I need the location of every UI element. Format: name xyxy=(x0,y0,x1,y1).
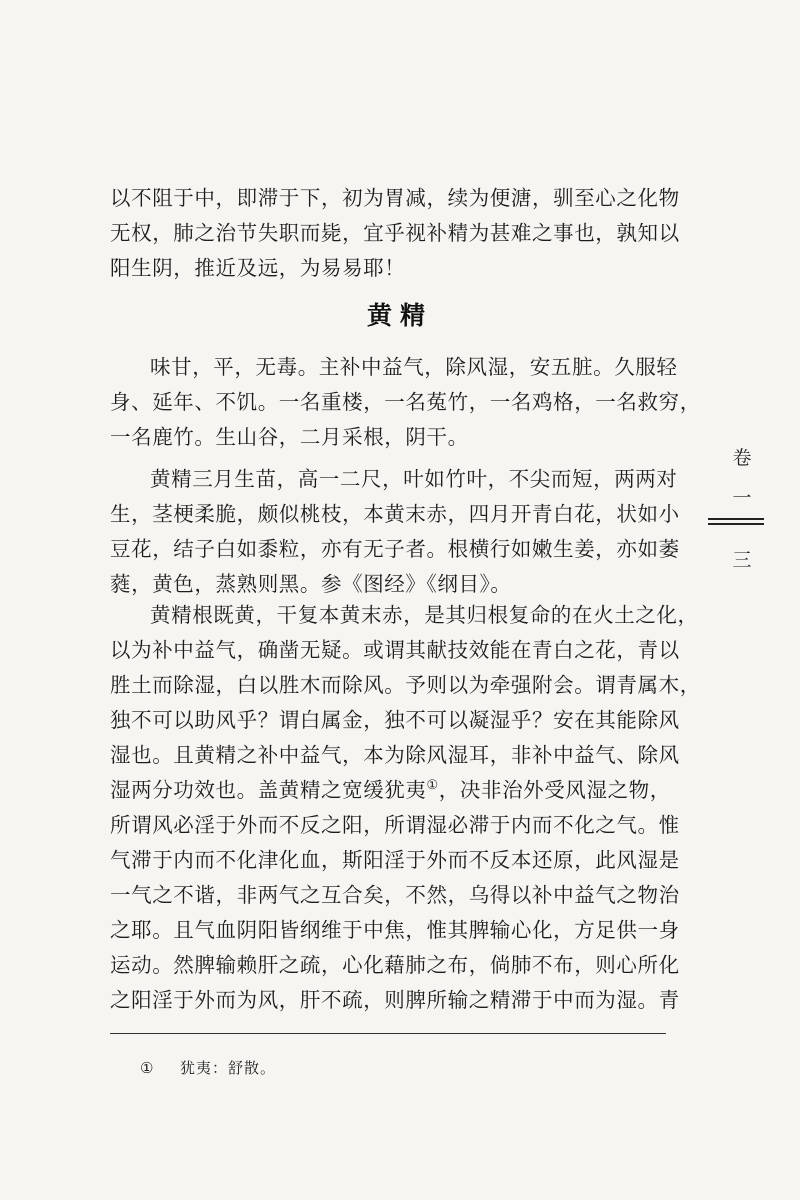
paragraph-2 xyxy=(110,462,680,602)
paragraph-3 xyxy=(110,598,701,1018)
intro-text xyxy=(110,181,680,286)
text-segment: 湿两分功效也。盖黄精之宽缓犹夷 xyxy=(110,778,427,802)
text-line: 阳生阴，推近及远，为易易耶！ xyxy=(110,256,406,280)
text-line: 气滞于内而不化津化血，斯阳淫于外而不反本还原，此风湿是 xyxy=(110,848,680,872)
paragraph-1 xyxy=(110,350,701,455)
text-line: 所谓风必淫于外而不反之阳，所谓湿必滞于内而不化之气。惟 xyxy=(110,813,680,837)
text-line: 豆花，结子白如黍粒，亦有无子者。根横行如嫩生姜，亦如萎 xyxy=(110,537,680,561)
volume-number: 一 xyxy=(732,487,752,509)
text-line: 以为补中益气，确凿无疑。或谓其献技效能在青白之花，青以 xyxy=(110,638,680,662)
text-line: 湿也。且黄精之补中益气，本为除风湿耳，非补中益气、除风 xyxy=(110,743,680,767)
side-divider xyxy=(708,518,764,520)
volume-label: 卷 xyxy=(732,447,752,469)
footnote-divider xyxy=(110,1033,666,1034)
text-line: 运动。然脾输赖肝之疏，心化藉肺之布，倘肺不布，则心所化 xyxy=(110,953,680,977)
text-line: 一名鹿竹。生山谷，二月采根，阴干。 xyxy=(110,425,469,449)
text-line: 之阳淫于外而为风，肝不疏，则脾所输之精滞于中而为湿。青 xyxy=(110,988,680,1012)
text-line: 味甘，平，无毒。主补中益气，除风湿，安五脏。久服轻 xyxy=(150,355,678,379)
footnote-reference[interactable]: ① xyxy=(426,778,439,794)
page-number: 三 xyxy=(732,549,752,571)
text-line: 身、延年、不饥。一名重楼，一名菟竹，一名鸡格，一名救穷， xyxy=(110,390,701,414)
footnote-mark: ① xyxy=(140,1059,155,1077)
text-line: 胜土而除湿，白以胜木而除风。予则以为牵强附会。谓青属木， xyxy=(110,673,701,697)
section-title: 黄精 xyxy=(366,301,433,330)
text-line: 独不可以助风乎？谓白属金，独不可以凝湿乎？安在其能除风 xyxy=(110,708,680,732)
text-line: 黄精三月生苗，高一二尺，叶如竹叶，不尖而短，两两对 xyxy=(150,467,678,491)
text-line: 黄精根既黄，干复本黄末赤，是其归根复命的在火土之化， xyxy=(150,603,699,627)
text-line: 蕤，黄色，蒸熟则黑。参《图经》《纲目》。 xyxy=(110,572,512,596)
footnote-text: 犹夷：舒散。 xyxy=(180,1059,277,1077)
text-line: 之耶。且气血阴阳皆纲维于中焦，惟其脾输心化，方足供一身 xyxy=(110,918,680,942)
text-line: 生，茎梗柔脆，颇似桃枝，本黄末赤，四月开青白花，状如小 xyxy=(110,502,680,526)
text-line: 无权，肺之治节失职而毙，宜乎视补精为甚难之事也，孰知以 xyxy=(110,221,680,245)
text-segment: ，决非治外受风湿之物， xyxy=(438,778,671,802)
side-divider xyxy=(708,523,764,525)
text-line-with-footnote xyxy=(110,773,670,808)
text-line: 一气之不谐，非两气之互合矣，不然，乌得以补中益气之物治 xyxy=(110,883,680,907)
text-line: 以不阻于中，即滞于下，初为胃减，续为便溏，驯至心之化物 xyxy=(110,186,680,210)
footnote xyxy=(140,1057,276,1078)
